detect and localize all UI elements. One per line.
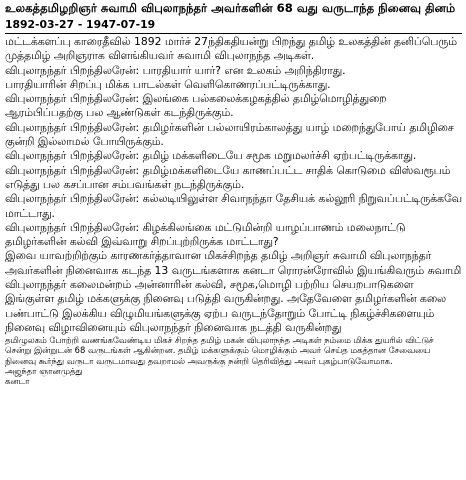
paragraph: விபுலாநந்தர் பிறந்திலரேன்: கல்லடியிலுள்ள சிவாநந்தா தேசியக் கல்லூரி நிறுவப்பட்டிருக்கவே மாட்டாது.: [5, 192, 462, 220]
paragraph: விபுலாநந்தர் பிறந்திலரேன்: கிழக்கிலங்கை மட்டுமின்றி யாழப்பாணம் மலைநாட்டு தமிழர்களின் கல்வி இவ்வாறு சிறப்புற்றிருக்க மாட்டாது?: [5, 220, 406, 249]
life-dates: 1892-03-27 - 1947-07-19: [5, 18, 156, 31]
document-body: [5, 35, 462, 335]
title-divider: [5, 33, 462, 34]
closing-paragraph: தமிழுலகம் போற்றி வணங்கவேண்டிய மிகச் சிறந்த தமிழ் மகன் விபுலாநந்த அடிகள் நம்மை மிக்க துயரில் விட்டுச் சென்று இன்றுடன் 68 வருடங்கள் ஆகின்றன. தமிழ் மக்களுக்கும் மொழிக்கும் அவர் செய்த மகத்தான சேவையை நினைவு கூர்ந்து வருடா வருடமாவது தவறாமல் அவருக்கு நன்றி தெரிவித்து அவர் புகழ்பாடுவோமாக.: [5, 335, 434, 366]
paragraph: மட்டக்களப்பு காரைதீவில் 1892 மார்ச் 27ந்திகதியன்று பிறந்து தமிழ் உலகத்தின் தனிப்பெரும் முத்தமிழ் அறிஞராக விளங்கியவர் சுவாமி விபுலாநந்த அடிகள்.: [5, 35, 457, 63]
paragraph: இவை யாவற்றிற்கும் காரணகர்த்தாவான மிகச்சிறந்த தமிழ் அறிஞர் சுவாமி விபுலாநந்தர் அவர்களின் நினைவாக கடந்த 13 வருடங்களாக கனடா ரொரன்ரோவில் இயங்கிவரும் சுவாமி விபுலாநந்தர் கலைமன்றம் அன்னாரின் கல்வி, சமூக,மொழி பற்றிய செயறபாடுகளை இங்குள்ள தமிழ் மக்களுக்கு நினைவு படுத்தி வருகின்றது. அதேவேளை தமிழர்களின் கலை பண்பாட்டு இலக்கிய விழுமியங்களுக்கு ஏற்ப வருடந்தோறும் போட்டி நிகழ்ச்சிகளையும் நினைவு விழாவினையும் விபுலாநந்தர் நினைவாக நடத்தி வருகின்றது: [5, 249, 462, 334]
paragraph: பாரதியாரின் சிறப்பு மிக்க பாடல்கள் வெளிகொணரப்பட்டிருக்காது.: [5, 77, 331, 91]
paragraph: விபுலாநந்தர் பிறந்திலரேன்: தமிழ்மக்களிடையே காணப்பட்ட சாதிக் கொடுமை விஸ்வரூபம் எடுத்து பல கசப்பான சம்பவங்கள் நடந்திருக்கும்.: [5, 163, 451, 191]
closing-section: [5, 335, 462, 386]
signature-name: அஜந்தா ஞானமுத்து: [5, 365, 83, 376]
signature-place: கனடா: [5, 376, 30, 387]
document-title: உலகத்தமிழறிஞர் சுவாமி விபுலாநந்தர் அவர்களின் 68 வது வருடாந்த நினைவு தினம்: [5, 1, 456, 15]
paragraph: விபுலாநந்தர் பிறந்திலரேன்: தமிழ் மக்களிடையே சமூக மறுமலர்ச்சி ஏற்பட்டிருக்காது.: [5, 149, 417, 163]
paragraph: விபுலாநந்தர் பிறந்திலரேன்: பாரதியார் யார்? என உலகம் அறிந்திராது.: [5, 63, 346, 77]
paragraph: விபுலாநந்தர் பிறந்திலரேன்: தமிழர்களின் பல்லாயிரம்காலத்து யாழ் மறைந்துபோய் தமிழிசை குன்றி இல்லாமல் போயிருக்கும்.: [5, 120, 454, 149]
paragraph: விபுலாநந்தர் பிறந்திலரேன்: இலங்கை பல்கலைக்கழகத்தில் தமிழ்மொழித்துறை ஆரம்பிப்பதற்கு பல ஆண்டுகள் கடந்திருக்கும்.: [5, 92, 387, 120]
